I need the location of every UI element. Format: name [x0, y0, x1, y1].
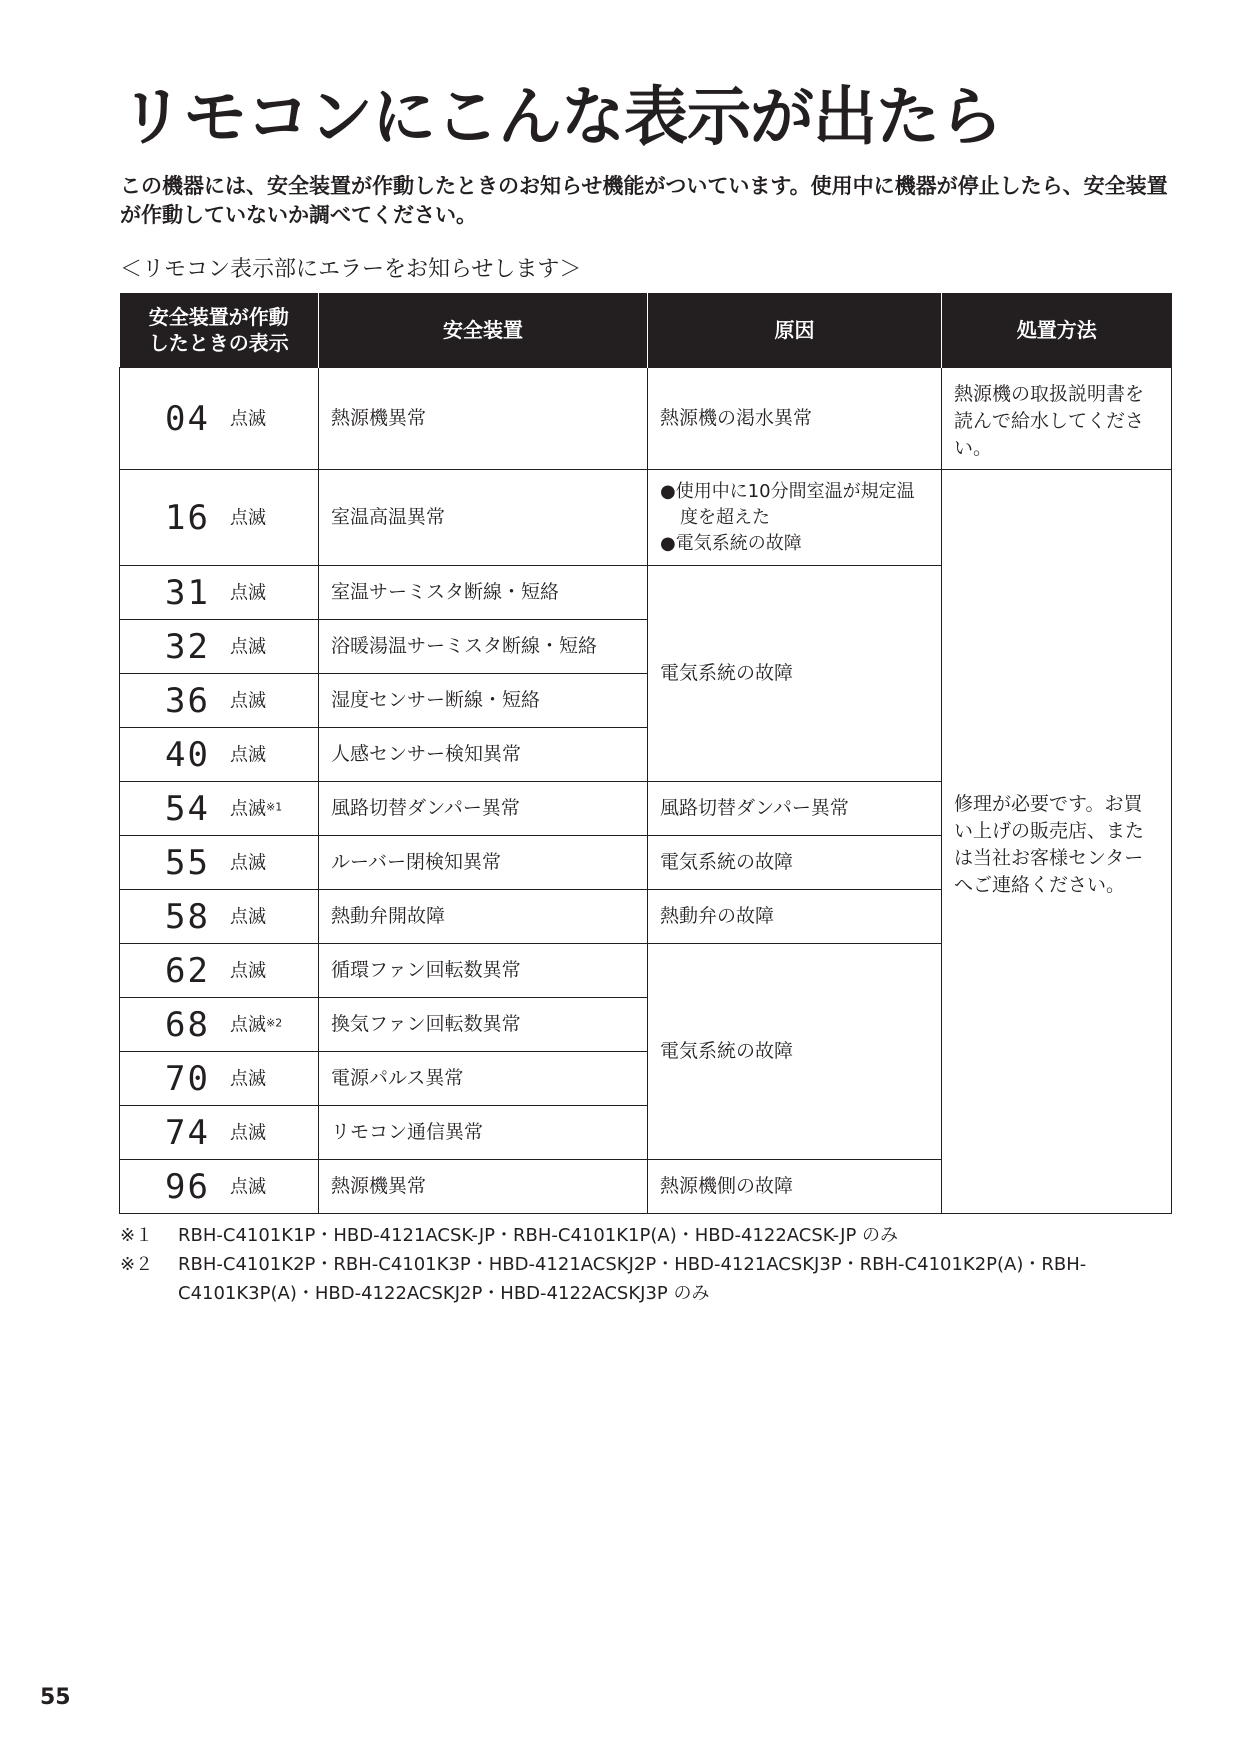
- cause-cell: 電気系統の故障: [648, 944, 942, 1160]
- device-cell: 風路切替ダンパー異常: [319, 782, 648, 836]
- device-cell: 浴暖湯温サーミスタ断線・短絡: [319, 620, 648, 674]
- footnote-ref: ※2: [266, 1016, 283, 1029]
- error-code: 74: [165, 1112, 210, 1153]
- error-code: 70: [165, 1058, 210, 1099]
- device-cell: 湿度センサー断線・短絡: [319, 674, 648, 728]
- display-cell: [120, 890, 319, 944]
- device-cell: 循環ファン回転数異常: [319, 944, 648, 998]
- error-code: 62: [165, 950, 210, 991]
- cause-cell: 熱源機側の故障: [648, 1160, 942, 1214]
- header-cause: 原因: [648, 293, 942, 368]
- blink-label: 点滅: [230, 1122, 266, 1143]
- footnote-mark: ※１: [120, 1225, 154, 1246]
- error-code: 68: [165, 1004, 210, 1045]
- header-device: 安全装置: [319, 293, 648, 368]
- display-cell: [120, 470, 319, 566]
- blink-label: 点滅: [230, 690, 266, 711]
- display-cell: [120, 368, 319, 470]
- device-cell: 人感センサー検知異常: [319, 728, 648, 782]
- device-cell: 室温サーミスタ断線・短絡: [319, 566, 648, 620]
- blink-label: 点滅: [230, 1068, 266, 1089]
- footnote: [120, 1221, 1170, 1250]
- cause-cell: 熱動弁の故障: [648, 890, 942, 944]
- cause-item: ●電気系統の故障: [660, 532, 802, 554]
- action-cell: 熱源機の取扱説明書を読んで給水してください。: [942, 368, 1172, 470]
- footnote-text: RBH-C4101K2P・RBH-C4101K3P・HBD-4121ACSKJ2P・HBD-4121ACSKJ3P・RBH-C4101K2P(A)・RBH-C4101K3P(A)・HBD-4122ACSKJ2P・HBD-4122ACSKJ3P のみ: [178, 1254, 1087, 1304]
- device-cell: 熱動弁開故障: [319, 890, 648, 944]
- error-code: 40: [165, 734, 210, 775]
- display-cell: [120, 728, 319, 782]
- blink-label: 点滅: [230, 636, 266, 657]
- error-code: 54: [165, 788, 210, 829]
- table-header-row: [120, 293, 1172, 368]
- display-cell: [120, 836, 319, 890]
- cause-item: ●使用中に10分間室温が規定温度を超えた: [660, 480, 915, 528]
- display-cell: [120, 566, 319, 620]
- footnote-ref: ※1: [266, 800, 283, 813]
- error-code: 55: [165, 842, 210, 883]
- blink-label: 点滅$^{※1}$: [230, 798, 283, 819]
- display-cell: [120, 1106, 319, 1160]
- blink-label: 点滅: [230, 507, 266, 528]
- footnote: [120, 1250, 1170, 1308]
- page-title: リモコンにこんな表示が出たら: [120, 81, 1002, 155]
- blink-label: 点滅: [230, 960, 266, 981]
- header-display-line1: 安全装置が作動: [148, 305, 289, 329]
- blink-label: 点滅: [230, 852, 266, 873]
- display-cell: [120, 1052, 319, 1106]
- intro-text: この機器には、安全装置が作動したときのお知らせ機能がついています。使用中に機器が停止したら、安全装置が作動していないか調べてください。: [120, 174, 1168, 227]
- table-row: [120, 368, 1172, 470]
- blink-label: 点滅: [230, 1176, 266, 1197]
- blink-label: 点滅: [230, 582, 266, 603]
- cause-cell: 熱源機の渇水異常: [648, 368, 942, 470]
- header-display: [120, 293, 319, 368]
- device-cell: 電源パルス異常: [319, 1052, 648, 1106]
- error-code: 16: [165, 497, 210, 538]
- device-cell: 熱源機異常: [319, 1160, 648, 1214]
- device-cell: 室温高温異常: [319, 470, 648, 566]
- error-code: 96: [165, 1166, 210, 1207]
- header-action: 処置方法: [942, 293, 1172, 368]
- section-subheading: ＜リモコン表示部にエラーをお知らせします＞: [120, 257, 582, 282]
- table-row: [120, 470, 1172, 566]
- header-display-line2: したときの表示: [148, 331, 289, 355]
- device-cell: 換気ファン回転数異常: [319, 998, 648, 1052]
- cause-cell: 風路切替ダンパー異常: [648, 782, 942, 836]
- error-code: 31: [165, 572, 210, 613]
- display-cell: [120, 998, 319, 1052]
- display-cell: [120, 782, 319, 836]
- footnote-text: RBH-C4101K1P・HBD-4121ACSK-JP・RBH-C4101K1P(A)・HBD-4122ACSK-JP のみ: [178, 1225, 899, 1246]
- cause-cell: 電気系統の故障: [648, 836, 942, 890]
- blink-label: 点滅$^{※2}$: [230, 1014, 283, 1035]
- action-cell: 修理が必要です。お買い上げの販売店、または当社お客様センターへご連絡ください。: [942, 470, 1172, 1214]
- cause-cell: 電気系統の故障: [648, 566, 942, 782]
- blink-label: 点滅: [230, 744, 266, 765]
- error-code: 36: [165, 680, 210, 721]
- display-cell: [120, 674, 319, 728]
- footnote-mark: ※２: [120, 1254, 154, 1275]
- footnotes: [120, 1221, 1170, 1308]
- error-code: 32: [165, 626, 210, 667]
- blink-label: 点滅: [230, 906, 266, 927]
- display-cell: [120, 1160, 319, 1214]
- device-cell: 熱源機異常: [319, 368, 648, 470]
- error-code: 58: [165, 896, 210, 937]
- cause-cell: [648, 470, 942, 566]
- device-cell: ルーバー閉検知異常: [319, 836, 648, 890]
- display-cell: [120, 620, 319, 674]
- error-code-table: [119, 293, 1172, 1214]
- display-cell: [120, 944, 319, 998]
- device-cell: リモコン通信異常: [319, 1106, 648, 1160]
- page-number: 55: [40, 1685, 71, 1710]
- blink-label: 点滅: [230, 408, 266, 429]
- error-code: 04: [165, 398, 210, 439]
